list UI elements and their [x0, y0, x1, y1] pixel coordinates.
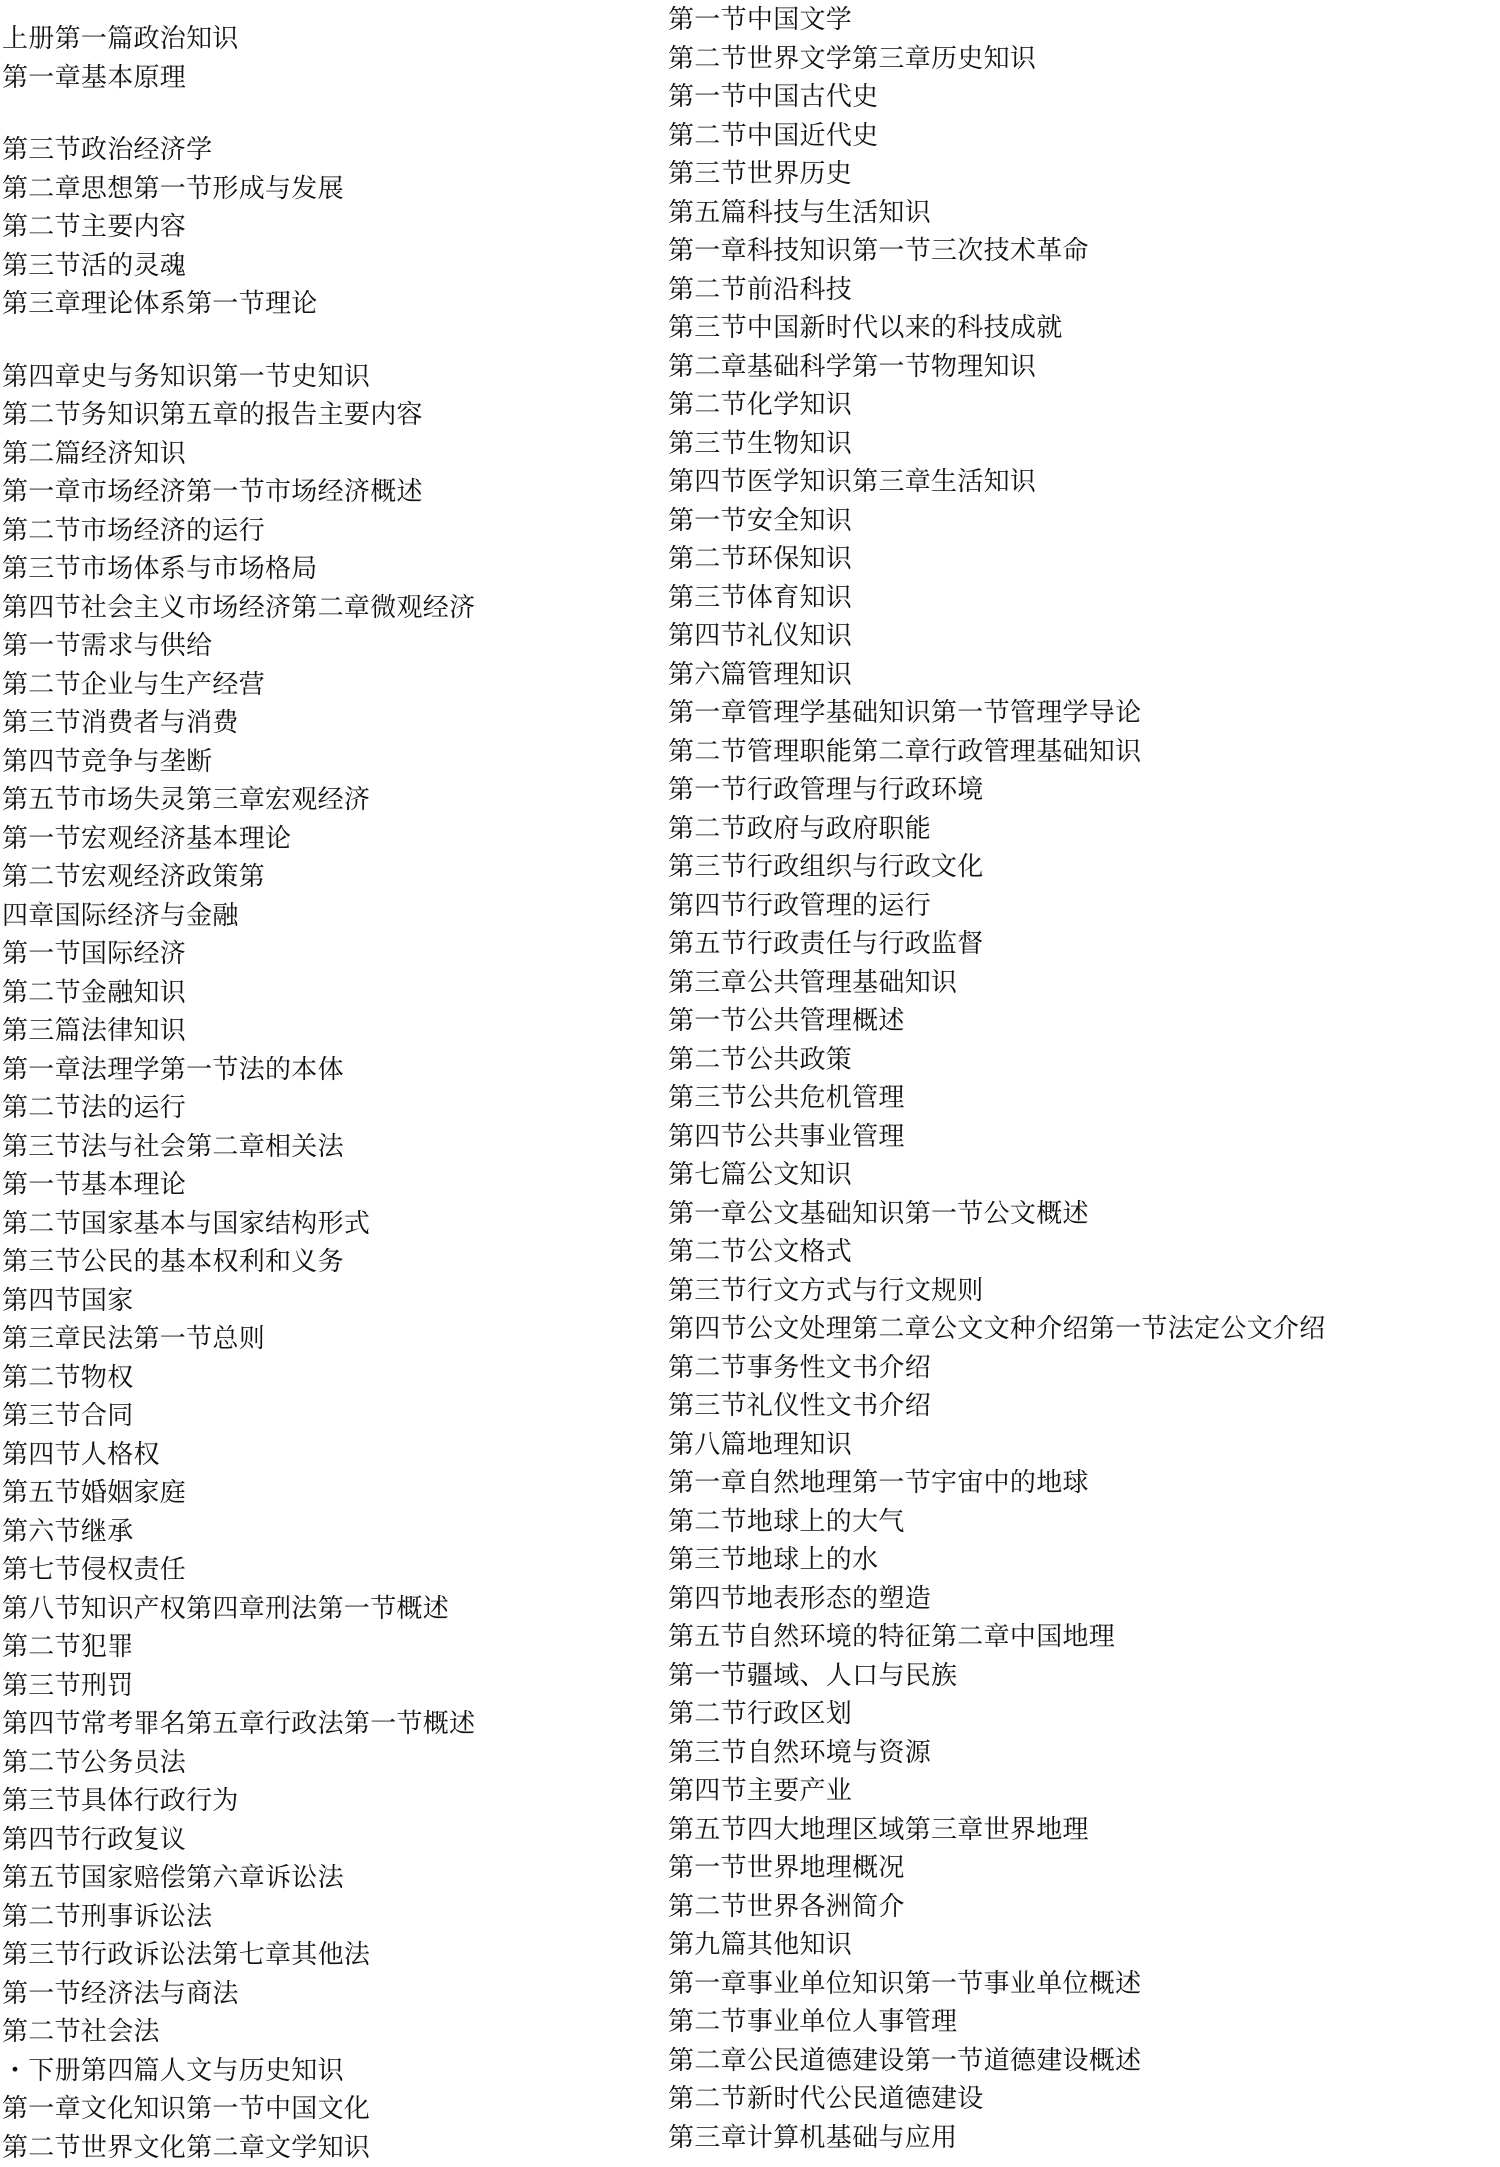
toc-line: 第二节公文格式	[668, 1237, 853, 1267]
toc-line: 第四节行政复议	[2, 1824, 187, 1855]
toc-line: 第五节行政责任与行政监督	[668, 929, 984, 959]
toc-line: 第一章法理学第一节法的本体	[2, 1054, 344, 1085]
toc-line: 第一节国际经济	[2, 939, 187, 969]
toc-line: 第一节宏观经济基本理论	[2, 823, 292, 854]
toc-line: 第四节国家	[2, 1285, 134, 1316]
toc-line: 第二节企业与生产经营	[2, 669, 266, 700]
toc-line: 第三篇法律知识	[2, 1016, 187, 1046]
toc-line: 第二章公民道德建设第一节道德建设概述	[668, 2045, 1142, 2076]
toc-line: 第四节公共事业管理	[668, 1121, 905, 1152]
toc-line: 第一节中国古代史	[668, 82, 879, 112]
toc-line: 第四节社会主义市场经济第二章微观经济	[2, 592, 476, 623]
toc-line: 第三节地球上的水	[668, 1545, 879, 1575]
toc-line: 第一节经济法与商法	[2, 1978, 239, 2009]
toc-line: 第一章自然地理第一节宇宙中的地球	[668, 1468, 1089, 1498]
toc-line: 第三节刑罚	[2, 1670, 134, 1701]
toc-line: 第五节国家赔偿第六章诉讼法	[2, 1863, 344, 1893]
toc-line: 第二节宏观经济政策第	[2, 862, 266, 892]
toc-line: 第三节政治经济学	[2, 135, 213, 165]
toc-line: 第二节市场经济的运行	[2, 515, 266, 546]
toc-line: 第五篇科技与生活知识	[668, 197, 932, 228]
toc-line: 第一章基本原理	[2, 62, 187, 93]
toc-line: 第五节市场失灵第三章宏观经济	[2, 785, 371, 815]
toc-line: 第二节世界文化第二章文学知识	[2, 2132, 371, 2163]
toc-line: 第三节世界历史	[668, 159, 853, 189]
toc-line: 第二章基础科学第一节物理知识	[668, 351, 1037, 382]
toc-line: 第二节环保知识	[668, 544, 853, 574]
left-column	[2, 20, 652, 2167]
toc-line: 第一章事业单位知识第一节事业单位概述	[668, 1968, 1142, 1999]
toc-line: 第一章文化知识第一节中国文化	[2, 2094, 371, 2124]
toc-line: 第四节主要产业	[668, 1776, 853, 1806]
toc-line: 第一节疆域、人口与民族	[668, 1660, 958, 1691]
toc-line: 第五节婚姻家庭	[2, 1478, 187, 1508]
toc-line: 第四节公文处理第二章公文文种介绍第一节法定公文介绍	[668, 1314, 1326, 1344]
toc-line: 第一章市场经济第一节市场经济概述	[2, 477, 423, 507]
toc-line: 第七篇公文知识	[668, 1160, 853, 1190]
toc-line: 第二节行政区划	[668, 1699, 853, 1729]
toc-line: 第二节法的运行	[2, 1093, 187, 1123]
right-column	[668, 1, 1488, 2157]
toc-line: 第二节新时代公民道德建设	[668, 2084, 984, 2114]
toc-line: ・下册第四篇人文与历史知识	[2, 2055, 344, 2086]
toc-line: 第三节合同	[2, 1401, 134, 1431]
toc-line: 第二节化学知识	[668, 390, 853, 420]
toc-line: 第三节公共危机管理	[668, 1083, 905, 1113]
toc-line: 第四节竞争与垄断	[2, 746, 213, 777]
toc-line: 第五节四大地理区域第三章世界地理	[668, 1814, 1089, 1845]
toc-line: 第二节世界各洲简介	[668, 1891, 905, 1922]
toc-line: 第三节礼仪性文书介绍	[668, 1391, 932, 1421]
toc-line: 第三节市场体系与市场格局	[2, 554, 318, 584]
toc-line: 第二节管理职能第二章行政管理基础知识	[668, 736, 1142, 767]
toc-line: 第四节常考罪名第五章行政法第一节概述	[2, 1709, 476, 1739]
toc-line: 第三节消费者与消费	[2, 708, 239, 738]
toc-line: 第三节自然环境与资源	[668, 1737, 932, 1768]
toc-line: 第一章公文基础知识第一节公文概述	[668, 1198, 1089, 1229]
toc-line: 第二篇经济知识	[2, 438, 187, 469]
toc-line: 第三节行政诉讼法第七章其他法	[2, 1940, 371, 1970]
toc-line: 第三章理论体系第一节理论	[2, 289, 318, 319]
toc-line: 第三节体育知识	[668, 582, 853, 613]
toc-line: 第六篇管理知识	[668, 659, 853, 690]
toc-line: 第一节世界地理概况	[668, 1853, 905, 1883]
toc-line: 第三节活的灵魂	[2, 250, 187, 281]
blank-line	[2, 97, 652, 131]
toc-line: 第二章思想第一节形成与发展	[2, 173, 344, 204]
toc-line: 第四节人格权	[2, 1439, 160, 1470]
toc-line: 第二节前沿科技	[668, 274, 853, 305]
toc-line: 第四节行政管理的运行	[668, 890, 932, 921]
toc-line: 第四节礼仪知识	[668, 621, 853, 651]
toc-line: 第二节中国近代史	[668, 120, 879, 151]
toc-line: 第三节行政组织与行政文化	[668, 852, 984, 882]
toc-line: 第一节行政管理与行政环境	[668, 775, 984, 805]
toc-line: 第二节金融知识	[2, 977, 187, 1008]
blank-line	[2, 324, 652, 358]
toc-line: 第二节公务员法	[2, 1747, 187, 1778]
toc-line: 第三节具体行政行为	[2, 1786, 239, 1816]
toc-line: 第三节法与社会第二章相关法	[2, 1131, 344, 1162]
toc-line: 第二节公共政策	[668, 1044, 853, 1075]
toc-line: 第八篇地理知识	[668, 1429, 853, 1460]
toc-line: 第一节公共管理概述	[668, 1006, 905, 1036]
toc-line: 第一章管理学基础知识第一节管理学导论	[668, 698, 1142, 728]
toc-line: 第七节侵权责任	[2, 1555, 187, 1585]
toc-line: 第六节继承	[2, 1516, 134, 1547]
toc-line: 第二节政府与政府职能	[668, 813, 932, 844]
toc-line: 第二节社会法	[2, 2017, 160, 2047]
toc-line: 第二节主要内容	[2, 212, 187, 242]
toc-line: 第一节需求与供给	[2, 631, 213, 661]
toc-line: 第二节物权	[2, 1362, 134, 1393]
toc-line: 第一节安全知识	[668, 505, 853, 536]
toc-line: 第二节世界文学第三章历史知识	[668, 43, 1037, 74]
toc-line: 第五节自然环境的特征第二章中国地理	[668, 1622, 1116, 1652]
toc-line: 第八节知识产权第四章刑法第一节概述	[2, 1593, 450, 1624]
toc-line: 第一节中国文学	[668, 5, 853, 35]
toc-line: 第四节医学知识第三章生活知识	[668, 467, 1037, 497]
toc-line: 第九篇其他知识	[668, 1930, 853, 1960]
toc-line: 第四节地表形态的塑造	[668, 1583, 932, 1614]
toc-line: 第二节事业单位人事管理	[668, 2007, 958, 2037]
toc-line: 第三节行文方式与行文规则	[668, 1275, 984, 1306]
toc-line: 第三章计算机基础与应用	[668, 2122, 958, 2153]
toc-line: 第三章民法第一节总则	[2, 1324, 266, 1354]
toc-line: 第二节事务性文书介绍	[668, 1352, 932, 1383]
toc-line: 第一章科技知识第一节三次技术革命	[668, 236, 1089, 266]
toc-line: 第三节中国新时代以来的科技成就	[668, 313, 1063, 343]
toc-line: 第二节务知识第五章的报告主要内容	[2, 400, 423, 430]
toc-line: 第二节国家基本与国家结构形式	[2, 1208, 371, 1239]
toc-line: 第三章公共管理基础知识	[668, 967, 958, 998]
toc-line: 第二节刑事诉讼法	[2, 1901, 213, 1932]
toc-line: 第三节公民的基本权利和义务	[2, 1247, 344, 1277]
toc-line: 第一节基本理论	[2, 1170, 187, 1200]
toc-line: 第三节生物知识	[668, 428, 853, 459]
toc-line: 四章国际经济与金融	[2, 900, 239, 931]
toc-line: 第二节地球上的大气	[668, 1506, 905, 1537]
toc-line: 上册第一篇政治知识	[2, 24, 239, 54]
toc-line: 第四章史与务知识第一节史知识	[2, 361, 371, 392]
toc-line: 第二节犯罪	[2, 1632, 134, 1662]
